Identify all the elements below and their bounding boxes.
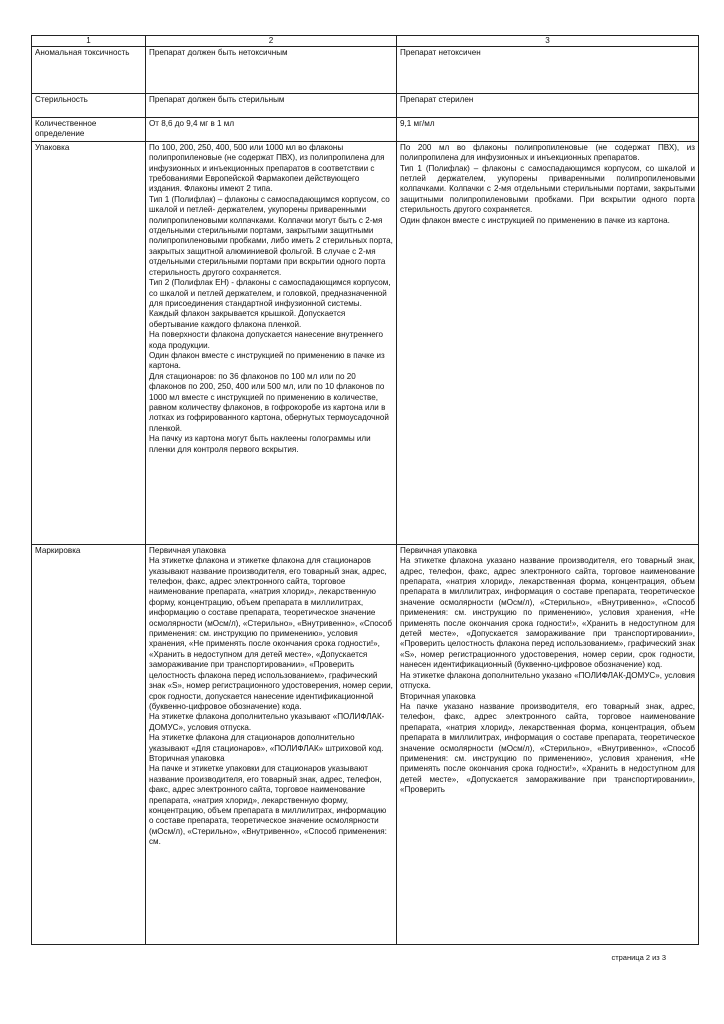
row-label: Упаковка: [32, 141, 146, 544]
result-cell: Первичная упаковка На этикетке флакона указано название производителя, его товарный знак, адрес, телефон, факс, адрес электронного сайта, торговое наименование препарата, «натрия хлорид», лекарственная форма, концентрация, объем препарата в миллилитрах, информация о составе препарата, теоретическое значение осмолярности (мОсм/л), «Стерильно», «Внутривенно», «Способ применения: см. инструкцию по применению», условия хранения, «Не применять после окончания срока годности!», «Хранить в недоступном для детей месте», «Допускается замораживание при транспортировании», «Проверить целостность флакона перед использованием», графический знак «S», номер регистрационного удостоверения, номер серии, срок годности, нанесен идентификационный (буквенно-цифровое обозначение) код. На этикетке флакона дополнительно указано «ПОЛИФЛАК-ДОМУС», условия отпуска. Вторичная упаковка На пачке указано название производителя, его товарный знак, адрес, телефон, факс, адрес электронного сайта, торговое наименование препарата, «натрия хлорид», лекарственная форма, концентрация, объем препарата в миллилитрах, информация о составе препарата, теоретическое значение осмолярности (мОсм/л), «Стерильно», «Внутривенно», «Способ применения: см. инструкцию по применению», условия хранения, «Не применять после окончания срока годности!», «Хранить в недоступном для детей месте», «Допускается замораживание при транспортировании», «Проверить: [397, 544, 699, 944]
row-label: Аномальная токсичность: [32, 47, 146, 94]
row-label: Стерильность: [32, 94, 146, 118]
requirement-cell: От 8,6 до 9,4 мг в 1 мл: [146, 118, 397, 142]
result-cell: По 200 мл во флаконы полипропиленовые (не содержат ПВХ), из полипропилена для инфузионных и инъекционных препаратов. Тип 1 (Полифлак) – флаконы с самоспадающимся корпусом, со шкалой и петлей держателем, укупорены приваренными полипропиленовыми колпачками. Колпачки с 2-мя отдельными стерильными портами, закрытыми защитными полипропиленовыми пробками. При вскрытии одного порта стерильность другого сохраняется. Один флакон вместе с инструкцией по применению в пачке из картона.: [397, 141, 699, 544]
table-row-assay: [32, 118, 699, 142]
table-row-packaging: [32, 141, 699, 544]
requirement-cell: По 100, 200, 250, 400, 500 или 1000 мл во флаконы полипропиленовые (не содержат ПВХ), из полипропилена для инфузионных и инъекционных препаратов в соответствии с требованиями Европейской Фармакопеи действующего издания. Флаконы имеют 2 типа. Тип 1 (Полифлак) – флаконы с самоспадающимся корпусом, со шкалой и петлей- держателем, укупорены приваренными полипропиленовыми колпачками. Колпачки могут быть с 2-мя отдельными стерильными портами, закрытыми защитными полипропиленовыми пробками, либо иметь 2 стерильных порта, закрытых защитной алюминиевой фольгой. В случае с 2-мя отдельными стерильными портами при вскрытии одного порта стерильность другого сохраняется. Тип 2 (Полифлак ЕН) - флаконы с самоспадающимся корпусом, со шкалой и петлей держателем, и головкой, предназначенной для присоединения стандартной инфузионной системы. Каждый флакон закрывается крышкой. Допускается обертывание каждого флакона пленкой. На поверхности флакона допускается нанесение внутреннего кода продукции. Один флакон вместе с инструкцией по применению в пачке из картона. Для стационаров: по 36 флаконов по 100 мл или по 20 флаконов по 200, 250, 400 или 500 мл, или по 10 флаконов по 1000 мл вместе с инструкцией по применению в количестве, равном количеству флаконов, в гофрокоробе из картона или в лотках из гофрированного картона, обернутых термоусадочной пленкой. На пачку из картона могут быть наклеены голограммы или пленки для контроля первого вскрытия.: [146, 141, 397, 544]
result-cell: Препарат стерилен: [397, 94, 699, 118]
requirement-cell: Препарат должен быть нетоксичным: [146, 47, 397, 94]
specification-table: [31, 35, 699, 945]
header-row: [32, 36, 699, 47]
requirement-cell: Препарат должен быть стерильным: [146, 94, 397, 118]
table-row-sterility: [32, 94, 699, 118]
row-label: Количественное определение: [32, 118, 146, 142]
column-header-2: 2: [146, 36, 397, 47]
table-row-labeling: [32, 544, 699, 944]
column-header-1: 1: [32, 36, 146, 47]
column-header-3: 3: [397, 36, 699, 47]
page-number: страница 2 из 3: [611, 953, 666, 962]
requirement-cell: Первичная упаковка На этикетке флакона и этикетке флакона для стационаров указывают название производителя, его товарный знак, адрес, телефон, факс, адрес электронного сайта, торговое наименование препарата, «натрия хлорид», лекарственную форму, концентрацию, объем препарата в миллилитрах, информацию о составе препарата, теоретическое значение осмолярности (мОсм/л), «Стерильно», «Внутривенно», «Способ применения: см. инструкцию по применению», условия хранения, «Не применять после окончания срока годности!», «Хранить в недоступном для детей месте», «Допускается замораживание при транспортировании», «Проверить целостность флакона перед использованием», графический знак «S», номер регистрационного удостоверения, номер серии, срок годности, допускается нанесение идентификационной (буквенно-цифровое обозначение) кода. На этикетке флакона дополнительно указывают «ПОЛИФЛАК-ДОМУС», условия отпуска. На этикетке флакона для стационаров дополнительно указывают «Для стационаров», «ПОЛИФЛАК» штриховой код. Вторичная упаковка На пачке и этикетке упаковки для стационаров указывают название производителя, его товарный знак, адрес, телефон, факс, адрес электронного сайта, торговое наименование препарата, «натрия хлорид», лекарственную форму, концентрацию, объем препарата в миллилитрах, информацию о составе препарата, теоретическое значение осмолярности (мОсм/л), «Стерильно», «Внутривенно», «Способ применения: см.: [146, 544, 397, 944]
result-cell: 9,1 мг/мл: [397, 118, 699, 142]
table-row-toxicity: [32, 47, 699, 94]
row-label: Маркировка: [32, 544, 146, 944]
result-cell: Препарат нетоксичен: [397, 47, 699, 94]
